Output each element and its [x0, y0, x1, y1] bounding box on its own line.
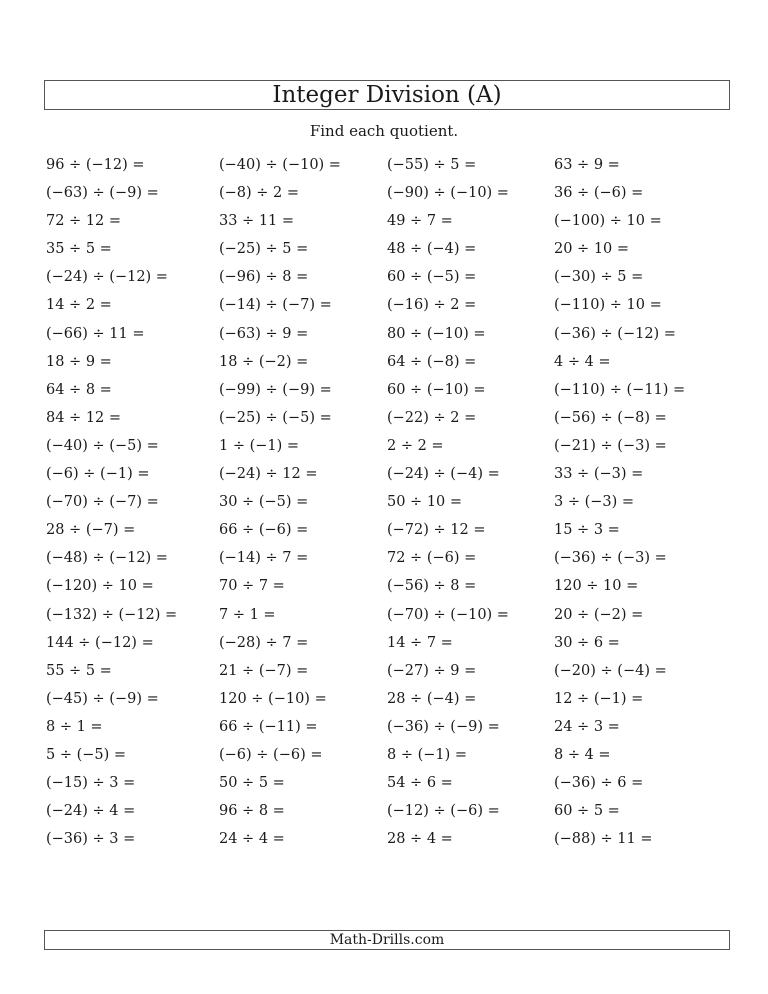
problem-item: 96 ÷ 8 = [219, 803, 285, 820]
problem-item: 24 ÷ 4 = [219, 831, 285, 848]
problem-item: 70 ÷ 7 = [219, 578, 285, 595]
problem-item: (−27) ÷ 9 = [387, 662, 477, 679]
problem-item: 18 ÷ (−2) = [219, 353, 309, 370]
problem-item: 21 ÷ (−7) = [219, 662, 309, 679]
problem-item: 33 ÷ 11 = [219, 213, 295, 230]
footer-box [44, 930, 730, 950]
problem-item: (−25) ÷ (−5) = [219, 409, 332, 426]
problem-item: (−40) ÷ (−10) = [219, 157, 341, 173]
problem-item: (−99) ÷ (−9) = [219, 381, 332, 398]
problem-item: (−21) ÷ (−3) = [554, 437, 667, 454]
problem-item: (−14) ÷ 7 = [219, 550, 309, 567]
problem-item: (−90) ÷ (−10) = [387, 185, 509, 202]
problem-item: 50 ÷ 5 = [219, 775, 285, 792]
problem-item: 12 ÷ (−1) = [554, 690, 644, 707]
problem-item: (−100) ÷ 10 = [554, 213, 662, 230]
problem-item: 8 ÷ 1 = [46, 718, 103, 735]
problem-item: (−66) ÷ 11 = [46, 325, 145, 342]
problem-item: 24 ÷ 3 = [554, 718, 620, 735]
problem-item: (−132) ÷ (−12) = [46, 606, 178, 623]
problem-item: 18 ÷ 9 = [46, 353, 112, 370]
problem-item: 15 ÷ 3 = [554, 522, 620, 539]
problem-item: 54 ÷ 6 = [387, 775, 453, 792]
problem-item: (−16) ÷ 2 = [387, 297, 477, 314]
problem-item: 60 ÷ (−5) = [387, 269, 477, 286]
problem-item: 14 ÷ 2 = [46, 297, 112, 314]
problem-item: 30 ÷ 6 = [554, 634, 620, 651]
problem-item: 72 ÷ (−6) = [387, 550, 477, 567]
problem-item: (−24) ÷ 4 = [46, 803, 136, 820]
problem-item: (−56) ÷ 8 = [387, 578, 477, 595]
problem-item: 28 ÷ (−7) = [46, 522, 136, 539]
problem-item: (−96) ÷ 8 = [219, 269, 309, 286]
problem-item: (−40) ÷ (−5) = [46, 437, 159, 454]
problem-item: 96 ÷ (−12) = [46, 157, 145, 173]
problem-item: 63 ÷ 9 = [554, 157, 620, 173]
problem-item: 60 ÷ 5 = [554, 803, 620, 820]
problem-item: (−30) ÷ 5 = [554, 269, 644, 286]
title-box [44, 80, 730, 110]
problem-item: (−72) ÷ 12 = [387, 522, 486, 539]
problem-item: (−24) ÷ (−4) = [387, 466, 500, 483]
problem-item: 144 ÷ (−12) = [46, 634, 154, 651]
problem-item: 64 ÷ (−8) = [387, 353, 477, 370]
problem-item: (−88) ÷ 11 = [554, 831, 653, 848]
problem-grid [46, 151, 724, 853]
problem-item: (−15) ÷ 3 = [46, 775, 136, 792]
problem-item: 28 ÷ 4 = [387, 831, 453, 848]
problem-item: (−120) ÷ 10 = [46, 578, 154, 595]
problem-item: 3 ÷ (−3) = [554, 494, 635, 511]
problem-item: (−12) ÷ (−6) = [387, 803, 500, 820]
problem-item: (−63) ÷ (−9) = [46, 185, 159, 202]
problem-item: (−20) ÷ (−4) = [554, 662, 667, 679]
problem-item: 72 ÷ 12 = [46, 213, 122, 230]
problem-item: (−24) ÷ (−12) = [46, 269, 168, 286]
page-title: Integer Division (A) [272, 81, 502, 108]
problem-item: (−110) ÷ 10 = [554, 297, 662, 314]
problem-item: 20 ÷ (−2) = [554, 606, 644, 623]
problem-item: 2 ÷ 2 = [387, 437, 444, 454]
problem-item: 8 ÷ (−1) = [387, 746, 468, 763]
problem-item: 1 ÷ (−1) = [219, 437, 300, 454]
problem-item: (−28) ÷ 7 = [219, 634, 309, 651]
problem-item: 30 ÷ (−5) = [219, 494, 309, 511]
problem-item: 60 ÷ (−10) = [387, 381, 486, 398]
problem-item: (−45) ÷ (−9) = [46, 690, 159, 707]
problem-item: (−6) ÷ (−6) = [219, 746, 323, 763]
problem-item: 8 ÷ 4 = [554, 746, 611, 763]
problem-item: (−63) ÷ 9 = [219, 325, 309, 342]
problem-item: (−36) ÷ 3 = [46, 831, 136, 848]
footer-text: Math-Drills.com [329, 932, 445, 948]
problem-item: 4 ÷ 4 = [554, 353, 611, 370]
problem-item: 33 ÷ (−3) = [554, 466, 644, 483]
problem-item: 36 ÷ (−6) = [554, 185, 644, 202]
problem-item: (−24) ÷ 12 = [219, 466, 318, 483]
problem-item: (−36) ÷ 6 = [554, 775, 644, 792]
problem-item: (−36) ÷ (−12) = [554, 325, 676, 342]
problem-item: (−110) ÷ (−11) = [554, 381, 686, 398]
problem-item: 48 ÷ (−4) = [387, 241, 477, 258]
problem-item: (−70) ÷ (−10) = [387, 606, 509, 623]
problem-item: (−6) ÷ (−1) = [46, 466, 150, 483]
problem-item: (−8) ÷ 2 = [219, 185, 300, 202]
problem-item: 49 ÷ 7 = [387, 213, 453, 230]
problem-item: 5 ÷ (−5) = [46, 746, 127, 763]
problem-item: 66 ÷ (−11) = [219, 718, 318, 735]
problem-item: 35 ÷ 5 = [46, 241, 112, 258]
problem-item: (−55) ÷ 5 = [387, 157, 477, 173]
problem-item: 80 ÷ (−10) = [387, 325, 486, 342]
problem-item: (−48) ÷ (−12) = [46, 550, 168, 567]
problem-item: 50 ÷ 10 = [387, 494, 463, 511]
problem-item: 7 ÷ 1 = [219, 606, 276, 623]
problem-item: 28 ÷ (−4) = [387, 690, 477, 707]
problem-item: 20 ÷ 10 = [554, 241, 630, 258]
problem-item: (−22) ÷ 2 = [387, 409, 477, 426]
problem-item: 66 ÷ (−6) = [219, 522, 309, 539]
problem-item: 64 ÷ 8 = [46, 381, 112, 398]
problem-item: (−36) ÷ (−3) = [554, 550, 667, 567]
instructions: Find each quotient. [309, 122, 459, 140]
problem-item: (−70) ÷ (−7) = [46, 494, 159, 511]
problem-item: (−25) ÷ 5 = [219, 241, 309, 258]
problem-item: 14 ÷ 7 = [387, 634, 453, 651]
problem-item: (−14) ÷ (−7) = [219, 297, 332, 314]
problem-item: 55 ÷ 5 = [46, 662, 112, 679]
problem-item: (−36) ÷ (−9) = [387, 718, 500, 735]
problem-item: 120 ÷ 10 = [554, 578, 639, 595]
problem-item: 120 ÷ (−10) = [219, 690, 327, 707]
problem-item: 84 ÷ 12 = [46, 409, 122, 426]
problem-item: (−56) ÷ (−8) = [554, 409, 667, 426]
